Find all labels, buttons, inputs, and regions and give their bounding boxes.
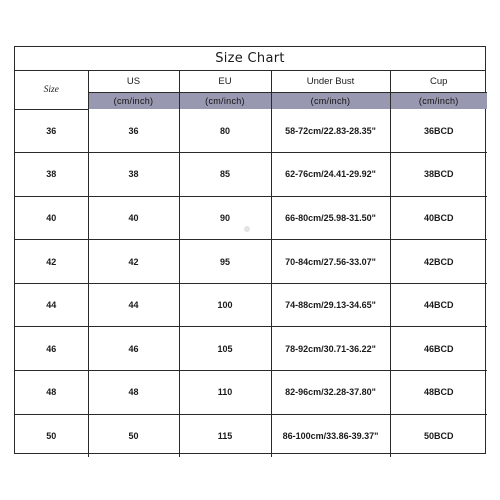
- table-row: [15, 327, 487, 371]
- cell-size: 48: [15, 371, 88, 415]
- cell-us: 40: [88, 196, 179, 240]
- cell-cup: 48BCD: [390, 371, 487, 415]
- unit-cup: (cm/inch): [390, 93, 487, 110]
- cell-under-bust: 62-76cm/24.41-29.92": [271, 153, 390, 197]
- header-row: [15, 71, 487, 93]
- cell-cup: 42BCD: [390, 240, 487, 284]
- size-table: [15, 71, 487, 457]
- cell-us: 42: [88, 240, 179, 284]
- cell-us: 50: [88, 414, 179, 457]
- cell-size: 44: [15, 283, 88, 327]
- size-chart: [14, 46, 486, 454]
- cell-eu: 110: [179, 371, 271, 415]
- cell-size: 50: [15, 414, 88, 457]
- header-us: US: [88, 71, 179, 93]
- chart-title: Size Chart: [15, 47, 485, 71]
- cell-us: 36: [88, 109, 179, 153]
- cell-under-bust: 82-96cm/32.28-37.80": [271, 371, 390, 415]
- table-row: [15, 240, 487, 284]
- cell-cup: 50BCD: [390, 414, 487, 457]
- decorative-dot: [244, 226, 250, 232]
- table-row: [15, 109, 487, 153]
- header-under-bust: Under Bust: [271, 71, 390, 93]
- cell-size: 36: [15, 109, 88, 153]
- cell-us: 38: [88, 153, 179, 197]
- unit-eu: (cm/inch): [179, 93, 271, 110]
- table-row: [15, 371, 487, 415]
- cell-cup: 46BCD: [390, 327, 487, 371]
- table-row: [15, 414, 487, 457]
- cell-size: 42: [15, 240, 88, 284]
- table-row: [15, 196, 487, 240]
- cell-eu: 115: [179, 414, 271, 457]
- unit-us: (cm/inch): [88, 93, 179, 110]
- cell-cup: 44BCD: [390, 283, 487, 327]
- cell-us: 44: [88, 283, 179, 327]
- unit-under-bust: (cm/inch): [271, 93, 390, 110]
- cell-cup: 40BCD: [390, 196, 487, 240]
- table-row: [15, 153, 487, 197]
- cell-under-bust: 74-88cm/29.13-34.65": [271, 283, 390, 327]
- cell-under-bust: 66-80cm/25.98-31.50": [271, 196, 390, 240]
- cell-eu: 100: [179, 283, 271, 327]
- header-eu: EU: [179, 71, 271, 93]
- cell-size: 46: [15, 327, 88, 371]
- cell-under-bust: 58-72cm/22.83-28.35": [271, 109, 390, 153]
- cell-eu: 90: [179, 196, 271, 240]
- table-row: [15, 283, 487, 327]
- cell-eu: 85: [179, 153, 271, 197]
- header-cup: Cup: [390, 71, 487, 93]
- header-size: Size: [15, 71, 88, 109]
- cell-eu: 80: [179, 109, 271, 153]
- cell-under-bust: 86-100cm/33.86-39.37": [271, 414, 390, 457]
- cell-under-bust: 78-92cm/30.71-36.22": [271, 327, 390, 371]
- cell-size: 40: [15, 196, 88, 240]
- cell-under-bust: 70-84cm/27.56-33.07": [271, 240, 390, 284]
- cell-us: 48: [88, 371, 179, 415]
- cell-eu: 95: [179, 240, 271, 284]
- cell-eu: 105: [179, 327, 271, 371]
- cell-size: 38: [15, 153, 88, 197]
- cell-us: 46: [88, 327, 179, 371]
- cell-cup: 36BCD: [390, 109, 487, 153]
- cell-cup: 38BCD: [390, 153, 487, 197]
